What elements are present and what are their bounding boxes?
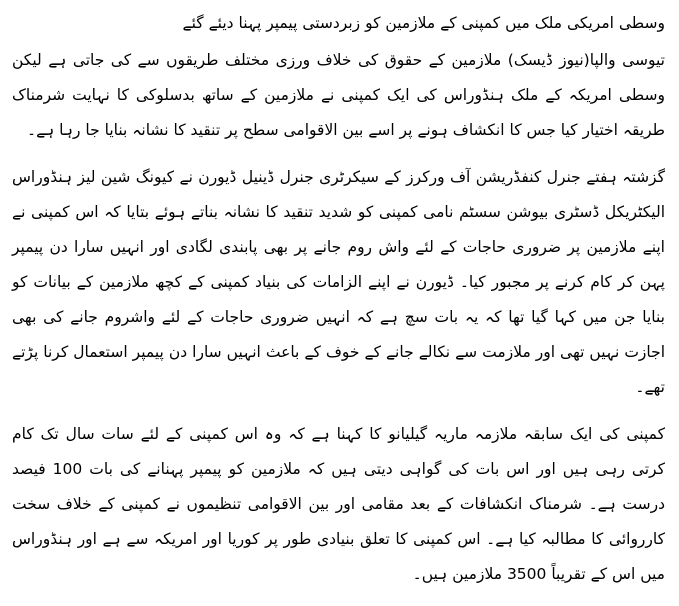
article-headline: وسطی امریکی ملک میں کمپنی کے ملازمین کو زبردستی پیمپر پہنا دیئے گئے (182, 14, 665, 32)
article-paragraph: تیوسی والپا(نیوز ڈیسک) ملازمین کے حقوق کی خلاف ورزی مختلف طریقوں سے کی جاتی ہے لیکن وسطی امریکہ کے ملک ہنڈوراس کی ایک کمپنی نے ملازمین کے ساتھ بدسلوکی کا نہایت شرمناک طریقہ اختیار کیا جس کا انکشاف ہونے پر اسے بین الاقوامی سطح پر تنقید کا نشانہ بنایا جا رہا ہے۔ (12, 51, 665, 139)
article-paragraph: گزشتہ ہفتے جنرل کنفڈریشن آف ورکرز کے سیکرٹری جنرل ڈینیل ڈیورن نے کیونگ شین لیز ہنڈوراس الیکٹریکل ڈسٹری بیوشن سسٹم نامی کمپنی کو شدید تنقید کا نشانہ بناتے ہوئے بتایا کہ اس کمپنی نے اپنے ملازمین پر ضروری حاجات کے لئے واش روم جانے پر بھی پابندی لگادی اور انہیں سارا دن پیمپر پہن کر کام کرنے پر مجبور کیا۔ ڈیورن نے اپنے الزامات کی بنیاد کمپنی کے کچھ ملازمین کے بیانات کو بنایا جن میں کہا گیا تھا کہ یہ بات سچ ہے کہ انہیں ضروری حاجات کے لئے واشروم جانے کی بھی اجازت نہیں تھی اور ملازمت سے نکالے جانے کے خوف کے باعث انہیں سارا دن پیمپر استعمال کرنا پڑتے تھے۔ (12, 168, 665, 396)
article-paragraph: کمپنی کی ایک سابقہ ملازمہ ماریہ گیلیانو کا کہنا ہے کہ وہ اس کمپنی کے لئے سات سال تک کام کرتی رہی ہیں اور اس بات کی گواہی دیتی ہیں کہ ملازمین کو پیمپر پہنانے کی بات 100 فیصد درست ہے۔ شرمناک انکشافات کے بعد مقامی اور بین الاقوامی تنظیموں نے کمپنی کے خلاف سخت کارروائی کا مطالبہ کیا ہے۔ اس کمپنی کا تعلق بنیادی طور پر کوریا اور امریکہ سے ہے اور ہنڈوراس میں اس کے تقریباً 3500 ملازمین ہیں۔ (12, 425, 665, 583)
